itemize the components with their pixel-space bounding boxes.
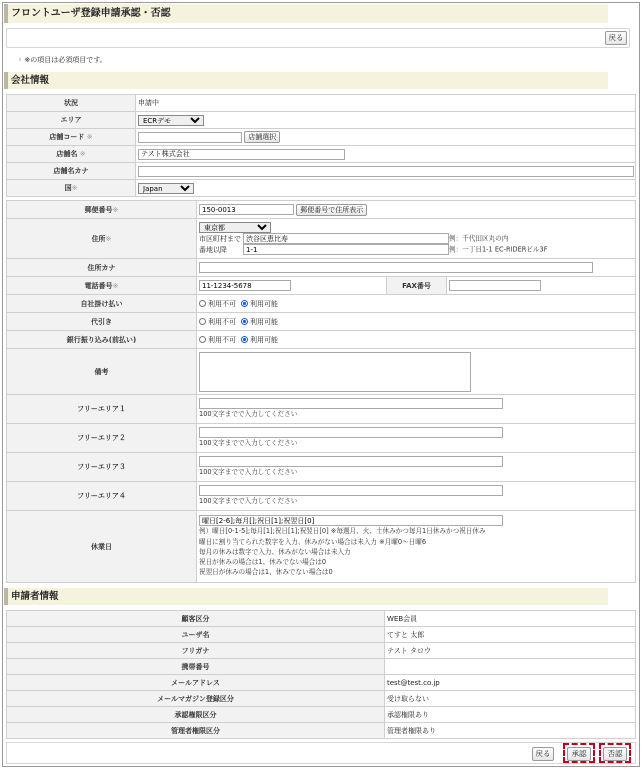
holiday-note: 例）曜日[0-1-5];毎月[1];祝日[1];祝翌日[0] ※毎週月、火、土休みかつ毎月1日休みかつ祝日休み: [199, 527, 486, 536]
holiday-input[interactable]: [199, 515, 503, 526]
table-row: [7, 675, 636, 691]
postal-lookup-button[interactable]: 郵便番号で住所表示: [296, 204, 367, 216]
opt-on-label: 利用可能: [250, 335, 278, 344]
pay-credit-options: [197, 295, 636, 313]
holiday-label: 休業日: [7, 511, 197, 583]
radio-bank-on[interactable]: [241, 336, 248, 343]
street-label: 番地以降: [199, 245, 227, 254]
address-label-text: 住所: [91, 234, 106, 243]
required-mark: ※: [79, 150, 86, 158]
opt-on-label: 利用可能: [250, 317, 278, 326]
required-mark: ※: [71, 184, 78, 192]
city-example: 例：千代田区丸の内: [449, 234, 509, 243]
table-row: [7, 659, 636, 675]
area-label: エリア: [7, 112, 136, 129]
phone-input[interactable]: [199, 280, 291, 291]
row-label: 顧客区分: [7, 611, 385, 627]
reject-highlight: [599, 743, 631, 763]
applicant-info-table: [6, 610, 636, 739]
holiday-note: 祝翌日が休みの場合は1、休みでない場合は0: [199, 568, 333, 577]
row-label: ユーザ名: [7, 627, 385, 643]
opt-off-label: 利用不可: [208, 299, 236, 308]
holiday-note: 曜日に割り当てられた数字を入力、休みがない場合は未入力 ※月曜0～日曜6: [199, 537, 427, 546]
row-value: WEB会員: [385, 611, 636, 627]
bullet-icon: ◦: [18, 56, 23, 64]
opt-off-label: 利用不可: [208, 335, 236, 344]
status-value: 申請中: [136, 95, 636, 112]
address-kana-input[interactable]: [199, 262, 593, 273]
reject-button[interactable]: 否認: [603, 747, 627, 761]
company-section-title: 会社情報: [4, 72, 608, 89]
radio-bank-off[interactable]: [199, 336, 206, 343]
store-name-label: [7, 146, 136, 163]
row-label: 承認権限区分: [7, 707, 385, 723]
page-title: フロントユーザ登録申請承認・否認: [4, 4, 608, 23]
applicant-section-title: 申請者情報: [4, 588, 608, 605]
country-label: [7, 180, 136, 197]
holiday-note: 祝日が休みの場合は1、休みでない場合は0: [199, 558, 327, 567]
row-label: フリガナ: [7, 643, 385, 659]
row-value: テスト タロウ: [385, 643, 636, 659]
remarks-label: 備考: [7, 349, 197, 395]
required-note: [18, 55, 107, 65]
required-mark: ※: [86, 133, 93, 141]
table-row: [7, 627, 636, 643]
free-area-3-label: フリーエリア３: [7, 453, 197, 482]
city-input[interactable]: [243, 233, 449, 244]
postal-label: [7, 201, 197, 219]
remarks-textarea[interactable]: [199, 352, 471, 392]
free-area-2-label: フリーエリア２: [7, 424, 197, 453]
free-area-4-input[interactable]: [199, 485, 503, 496]
postal-input[interactable]: [199, 204, 294, 215]
opt-on-label: 利用可能: [250, 299, 278, 308]
store-kana-label: 店舗名カナ: [7, 163, 136, 180]
city-label: 市区町村まで: [199, 234, 241, 243]
free-area-hint: 100文字までで入力してください: [199, 497, 298, 506]
street-input[interactable]: [243, 244, 449, 255]
radio-cod-on[interactable]: [241, 318, 248, 325]
row-label: 管理者権限区分: [7, 723, 385, 739]
back-button-top[interactable]: 戻る: [605, 31, 627, 45]
row-value: 管理者権限あり: [385, 723, 636, 739]
radio-cod-off[interactable]: [199, 318, 206, 325]
required-note-text: ※の項目は必須項目です。: [24, 56, 107, 64]
holiday-note: 毎月の休みは数字で入力、休みがない場合は未入力: [199, 547, 351, 556]
store-code-label: [7, 129, 136, 146]
required-mark: ※: [112, 205, 119, 214]
prefecture-select[interactable]: [199, 222, 271, 233]
company-info-table-main: [6, 200, 636, 583]
table-row: [7, 611, 636, 627]
row-label: メールマガジン登録区分: [7, 691, 385, 707]
cod-options: [197, 313, 636, 331]
opt-off-label: 利用不可: [208, 317, 236, 326]
phone-label-text: 電話番号: [84, 281, 113, 290]
bank-options: [197, 331, 636, 349]
free-area-2-input[interactable]: [199, 427, 503, 438]
bank-label: 銀行振り込み(前払い): [7, 331, 197, 349]
bottom-toolbar: [6, 742, 636, 764]
country-select[interactable]: [138, 183, 194, 194]
radio-pay-credit-on[interactable]: [241, 300, 248, 307]
street-example: 例：一丁目1-1 EC-RIDERビル3F: [449, 245, 548, 254]
postal-label-text: 郵便番号: [84, 205, 113, 214]
free-area-3-input[interactable]: [199, 456, 503, 467]
approve-highlight: [563, 743, 595, 763]
address-label: [7, 219, 197, 259]
row-label: 携帯番号: [7, 659, 385, 675]
free-area-hint: 100文字までで入力してください: [199, 468, 298, 477]
free-area-hint: 100文字までで入力してください: [199, 439, 298, 448]
cod-label: 代引き: [7, 313, 197, 331]
free-area-1-input[interactable]: [199, 398, 503, 409]
required-mark: ※: [112, 281, 119, 290]
row-value: 受け取らない: [385, 691, 636, 707]
table-row: [7, 643, 636, 659]
pay-credit-label: 自社掛け払い: [7, 295, 197, 313]
address-kana-label: 住所カナ: [7, 259, 197, 277]
required-mark: ※: [105, 234, 112, 243]
table-row: [7, 723, 636, 739]
phone-label: [7, 277, 197, 295]
free-area-1-label: フリーエリア１: [7, 395, 197, 424]
top-toolbar: [6, 28, 630, 48]
store-name-label-text: 店舗名: [56, 150, 78, 158]
row-value: test@test.co.jp: [385, 675, 636, 691]
row-value: [385, 659, 636, 675]
store-code-input[interactable]: [138, 132, 242, 143]
row-value: 承認権限あり: [385, 707, 636, 723]
area-select[interactable]: [138, 115, 204, 126]
row-value: てすと 太郎: [385, 627, 636, 643]
table-row: [7, 691, 636, 707]
radio-pay-credit-off[interactable]: [199, 300, 206, 307]
company-info-table-top: [6, 94, 636, 197]
approve-button[interactable]: 承認: [567, 747, 591, 761]
store-code-label-text: 店舗コード: [49, 133, 85, 141]
free-area-4-label: フリーエリア４: [7, 482, 197, 511]
fax-input[interactable]: [449, 280, 541, 291]
store-name-input[interactable]: [138, 149, 345, 160]
fax-label: FAX番号: [387, 277, 447, 295]
status-label: 状況: [7, 95, 136, 112]
country-label-text: 国: [64, 184, 72, 192]
store-kana-input[interactable]: [138, 166, 634, 177]
free-area-hint: 100文字までで入力してください: [199, 410, 298, 419]
table-row: [7, 707, 636, 723]
store-select-button[interactable]: 店舗選択: [244, 131, 280, 143]
row-label: メールアドレス: [7, 675, 385, 691]
back-button-bottom[interactable]: 戻る: [532, 747, 554, 761]
